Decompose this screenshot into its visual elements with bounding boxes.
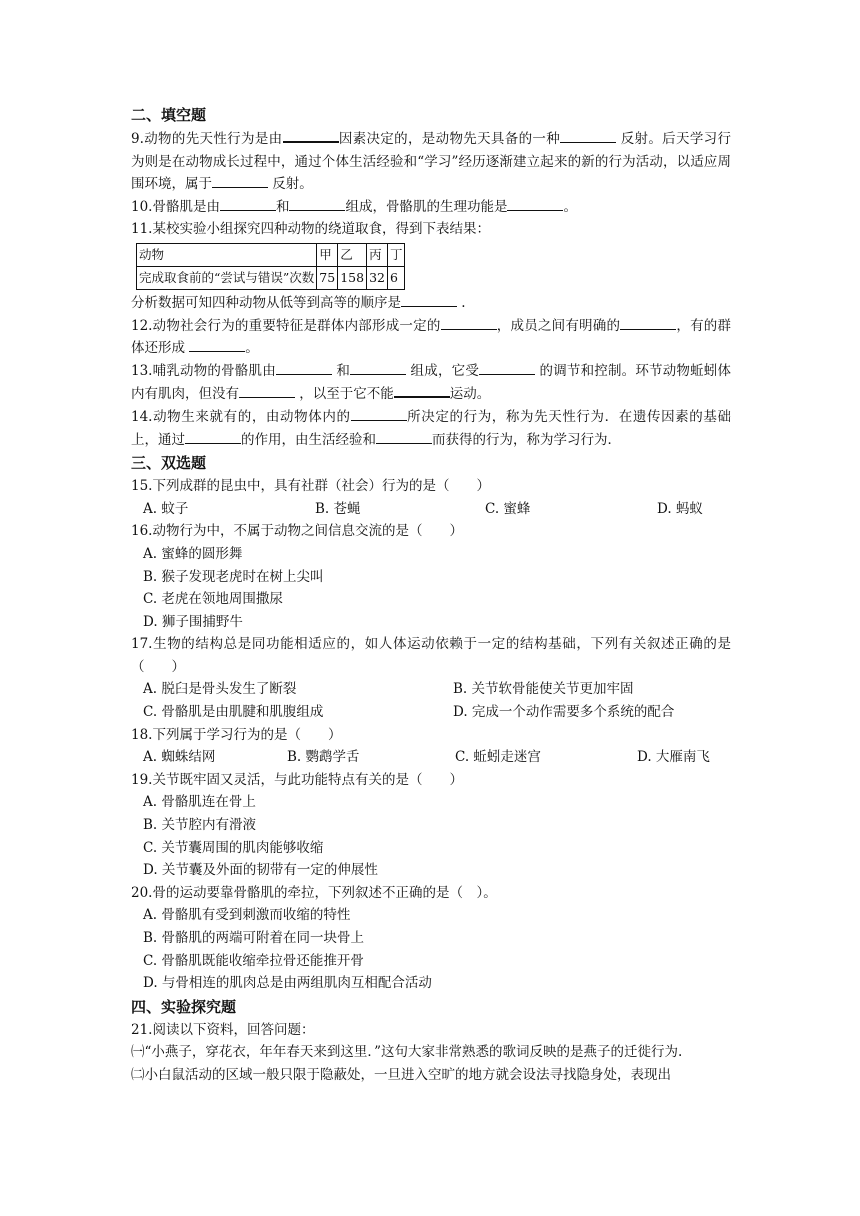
question-11: 11.某校实验小组探究四种动物的绕道取食，得到下表结果： [131,221,490,238]
table-cell: 158 [338,266,367,289]
option-d[interactable]: D. 狮子围捕野牛 [143,613,243,630]
option-c[interactable]: C. 老虎在领地周围撒尿 [143,591,283,608]
option-row [131,701,731,724]
answer-blank[interactable] [376,429,432,444]
material-paragraph: ㈠“小燕子，穿花衣，年年春天来到这里．”这句大家非常熟悉的歌词反映的是燕子的迁徙行为. [131,1044,683,1061]
question-stem: 17.生物的结构总是同功能相适应的，如人体运动依赖于一定的结构基础，下列有关叙述正确的是（ ） [131,636,731,675]
question-stem: 21.阅读以下资料，回答问题： [131,1021,315,1038]
option-b[interactable]: B. 猴子发现老虎时在树上尖叫 [143,568,324,585]
table-header-cell: 甲 [317,243,338,266]
question-stem: 20.骨的运动要靠骨骼肌的牵拉，下列叙述不正确的是（ ）。 [131,884,497,901]
answer-blank[interactable] [479,360,535,375]
results-table [136,243,405,290]
question-14: 14.动物生来就有的，由动物体内的 所决定的行为，称为先天性行为．在遗传因素的基础上，通过 的作用，由生活经验和 而获得的行为，称为学习行为． [131,406,731,451]
question-stem: 19.关节既牢固又灵活，与此功能特点有关的是（ ） [131,771,463,788]
question-12: 12.动物社会行为的重要特征是群体内部形成一定的 ，成员之间有明确的 ，有的群体还形成 。 [131,315,731,360]
answer-blank[interactable] [560,128,616,143]
table-header-cell: 乙 [338,243,367,266]
table-cell: 75 [317,266,338,289]
option-d[interactable]: D. 与骨相连的肌肉总是由两组肌肉互相配合活动 [143,975,432,992]
option-c[interactable]: C. 蚯蚓走迷宫 [455,749,541,766]
table-cell: 完成取食前的“尝试与错误”次数 [137,266,317,289]
option-c[interactable]: C. 关节囊周围的肌肉能够收缩 [143,839,324,856]
worksheet [131,103,731,1087]
option-a[interactable]: A. 蜜蜂的圆形舞 [143,545,243,562]
question-15 [131,475,731,520]
answer-blank[interactable] [220,196,276,211]
section-fill-blank-title: 二、填空题 [131,106,207,124]
option-a[interactable]: A. 骨骼肌连在骨上 [143,794,256,811]
material-paragraph: ㈡小白鼠活动的区域一般只限于隐蔽处，一旦进入空旷的地方就会设法寻找隐身处，表现出 [131,1066,671,1083]
answer-blank[interactable] [239,383,295,398]
question-stem: 15.下列成群的昆虫中，具有社群（社会）行为的是（ ） [131,478,490,495]
option-b[interactable]: B. 关节腔内有滑液 [143,817,257,834]
option-row [131,746,731,769]
table-row [137,266,405,289]
question-21 [131,1019,731,1087]
answer-blank[interactable] [350,360,406,375]
question-17 [131,633,731,723]
answer-blank[interactable] [507,196,563,211]
section-double-choice-title: 三、双选题 [131,454,207,473]
answer-blank[interactable] [620,315,676,330]
table-cell: 32 [367,266,388,289]
option-d[interactable]: D. 蚂蚁 [657,500,703,517]
answer-blank[interactable] [441,315,497,330]
table-header-cell: 丁 [387,243,405,266]
question-stem: 18.下列属于学习行为的是（ ） [131,726,342,743]
option-a[interactable]: A. 脱臼是骨头发生了断裂 [143,681,297,698]
question-11-prompt: 分析数据可知四种动物从低等到高等的顺序是 . [131,292,731,315]
question-stem: 16.动物行为中，不属于动物之间信息交流的是（ ） [131,523,463,540]
option-d[interactable]: D. 关节囊及外面的韧带有一定的伸展性 [143,862,378,879]
table-header-cell: 丙 [367,243,388,266]
answer-blank[interactable] [212,173,268,188]
option-row [131,498,731,521]
answer-blank[interactable] [276,360,332,375]
option-b[interactable]: B. 关节软骨能使关节更加牢固 [453,681,634,698]
answer-blank[interactable] [351,406,407,421]
option-a[interactable]: A. 骨骼肌有受到刺激而收缩的特性 [143,907,351,924]
option-c[interactable]: C. 蜜蜂 [485,500,531,517]
option-c[interactable]: C. 骨骼肌既能收缩牵拉骨还能推开骨 [143,952,364,969]
answer-blank[interactable] [289,196,345,211]
question-16 [131,520,731,633]
option-a[interactable]: A. 蚊子 [143,500,189,517]
answer-blank[interactable] [185,429,241,444]
answer-blank[interactable] [283,127,339,143]
answer-blank[interactable] [401,292,457,307]
question-10: 10.骨骼肌是由 和 组成，骨骼肌的生理功能是 。 [131,196,731,219]
option-c[interactable]: C. 骨骼肌是由肌腱和肌腹组成 [143,704,324,721]
option-d[interactable]: D. 完成一个动作需要多个系统的配合 [453,704,675,721]
table-row [137,243,405,266]
option-row [131,678,731,701]
table-cell: 6 [387,266,405,289]
table-header-cell: 动物 [137,243,317,266]
option-b[interactable]: B. 鹦鹉学舌 [287,749,360,766]
option-d[interactable]: D. 大雁南飞 [637,749,710,766]
question-20 [131,882,731,995]
question-18 [131,724,731,769]
option-b[interactable]: B. 苍蝇 [315,500,361,517]
option-b[interactable]: B. 骨骼肌的两端可附着在同一块骨上 [143,930,365,946]
question-19 [131,769,731,882]
question-13: 13.哺乳动物的骨骼肌由 和 组成，它受 的调节和控制。环节动物蚯蚓体内有肌肉，但没有 ，以至于它不能 运动。 [131,360,731,406]
answer-blank[interactable] [394,382,450,398]
question-9: 9.动物的先天性行为是由 因素决定的，是动物先天具备的一种 反射。后天学习行为则是在动物成长过程中，通过个体生活经验和“学习”经历逐渐建立起来的新的行为活动，以适应周围环境，属于 反射。 [131,127,731,196]
option-a[interactable]: A. 蜘蛛结网 [143,749,216,766]
answer-blank[interactable] [189,337,245,352]
section-experiment-title: 四、实验探究题 [131,997,237,1016]
